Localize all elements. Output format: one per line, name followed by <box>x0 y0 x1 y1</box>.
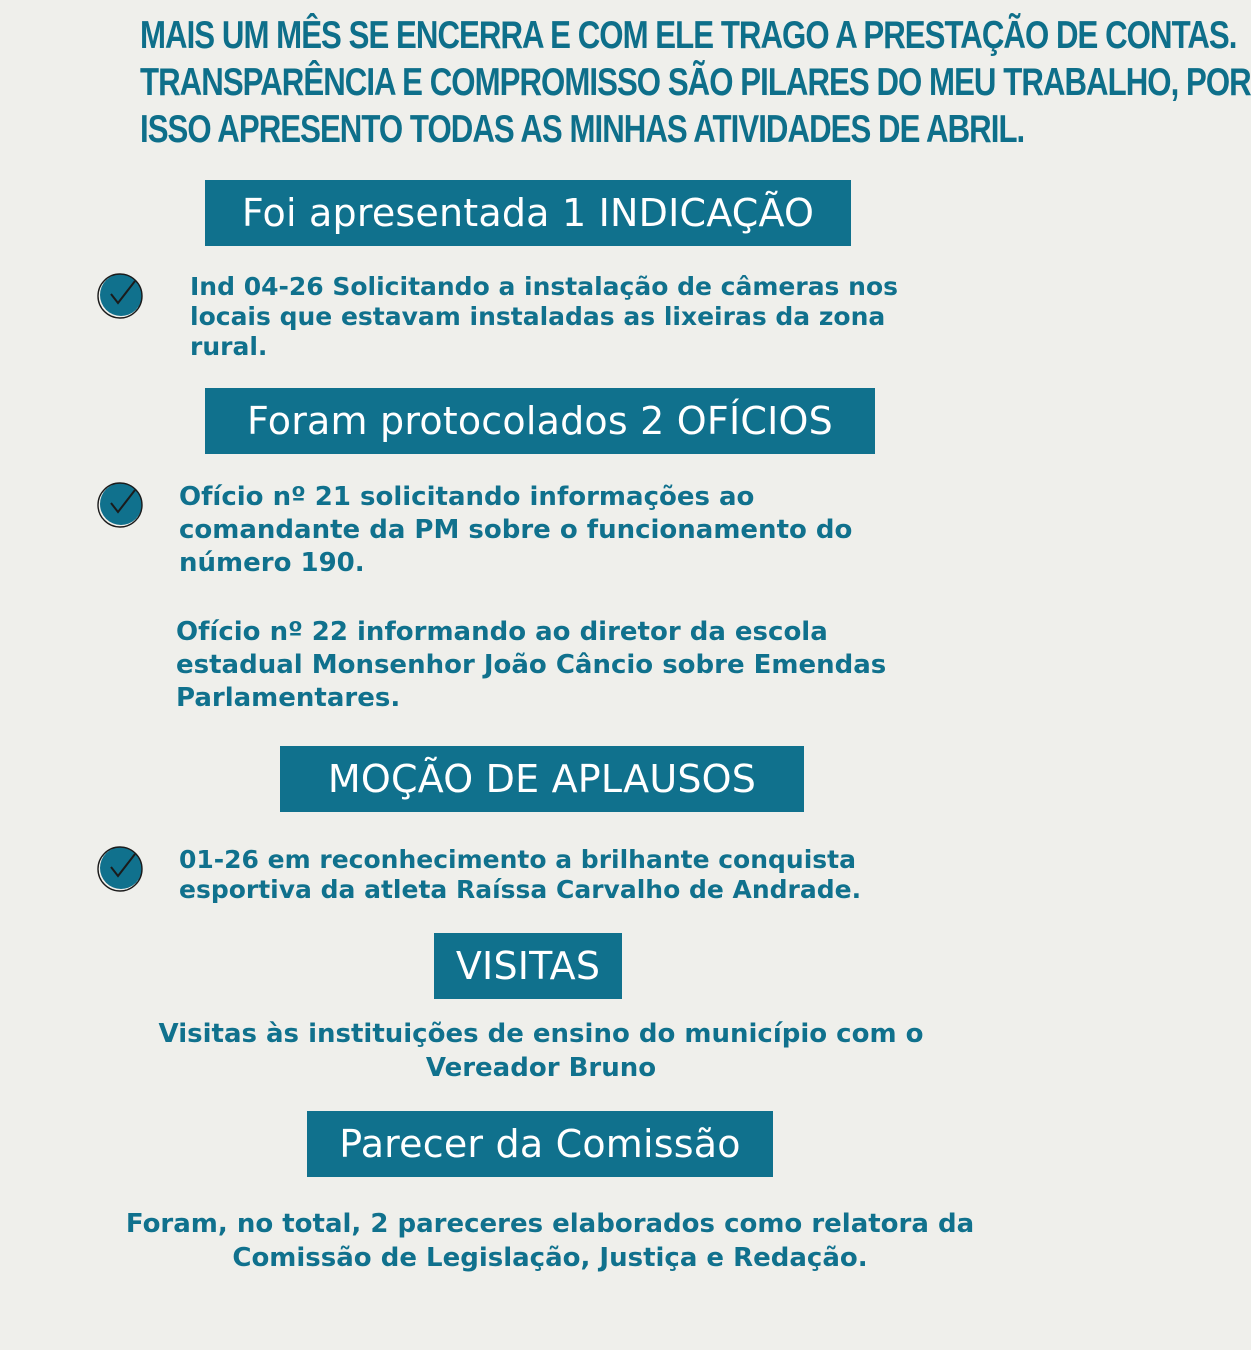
parecer-line: Comissão de Legislação, Justiça e Redação. <box>232 1243 868 1273</box>
intro-line: TRANSPARÊNCIA E COMPROMISSO SÃO PILARES DO MEU TRABALHO, POR <box>140 61 1251 104</box>
oficio-line: Ofício nº 22 informando ao diretor da escola <box>176 617 828 647</box>
mocao-item <box>179 845 861 905</box>
visitas-line: Vereador Bruno <box>425 1053 657 1083</box>
parecer-line: Foram, no total, 2 pareceres elaborados como relatora da <box>125 1209 975 1239</box>
parecer-item <box>40 1207 1060 1275</box>
oficio-line: Ofício nº 21 solicitando informações ao <box>179 482 755 512</box>
oficio-22-item <box>176 616 886 715</box>
intro-line: MAIS UM MÊS SE ENCERRA E COM ELE TRAGO A PRESTAÇÃO DE CONTAS. <box>140 14 1237 57</box>
oficio-line: número 190. <box>179 548 365 578</box>
section-title-indicacao: Foi apresentada 1 INDICAÇÃO <box>205 180 851 246</box>
check-circle-icon <box>97 844 145 892</box>
check-circle-icon <box>97 271 145 319</box>
intro-headline <box>140 12 1251 153</box>
check-circle-icon <box>97 480 145 528</box>
indicacao-item <box>190 272 898 362</box>
oficio-line: estadual Monsenhor João Câncio sobre Emendas <box>176 650 887 680</box>
section-title-visitas: VISITAS <box>434 933 622 999</box>
indicacao-line: rural. <box>190 332 268 361</box>
intro-line: ISSO APRESENTO TODAS AS MINHAS ATIVIDADES DE ABRIL. <box>140 108 1025 151</box>
oficio-line: Parlamentares. <box>176 683 401 713</box>
oficio-21-item <box>179 481 852 580</box>
section-title-mocao: MOÇÃO DE APLAUSOS <box>280 746 804 812</box>
indicacao-line: locais que estavam instaladas as lixeiras da zona <box>190 302 886 331</box>
section-title-oficios: Foram protocolados 2 OFÍCIOS <box>205 388 875 454</box>
mocao-line: esportiva da atleta Raíssa Carvalho de Andrade. <box>179 875 862 904</box>
indicacao-line: Ind 04-26 Solicitando a instalação de câmeras nos <box>190 272 898 301</box>
section-title-parecer: Parecer da Comissão <box>307 1111 773 1177</box>
oficio-line: comandante da PM sobre o funcionamento do <box>179 515 853 545</box>
visitas-item <box>40 1017 1042 1085</box>
mocao-line: 01-26 em reconhecimento a brilhante conquista <box>179 845 856 874</box>
visitas-line: Visitas às instituições de ensino do município com o <box>158 1019 924 1049</box>
